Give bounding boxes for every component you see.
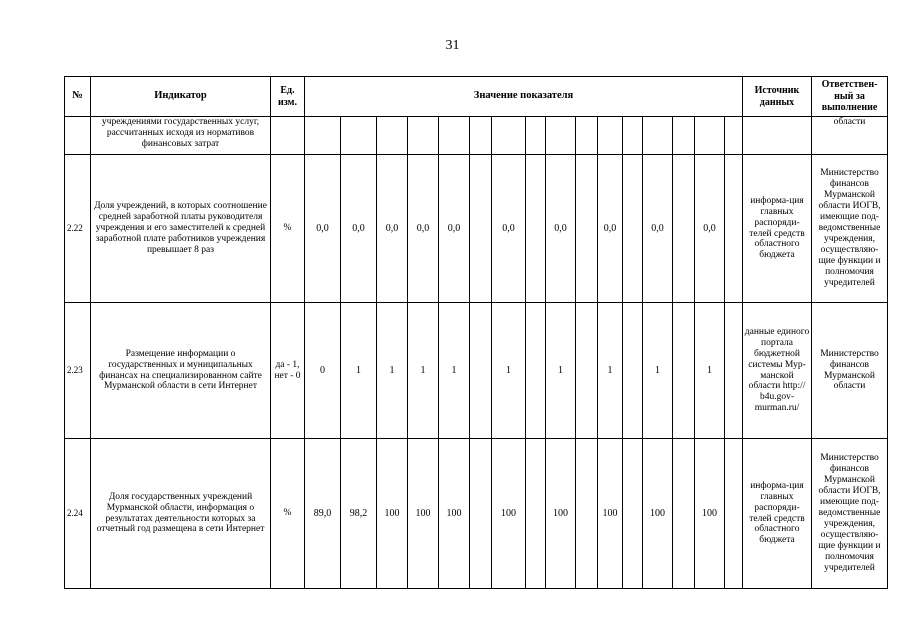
row-value: 100 — [598, 439, 623, 589]
row-source: информа-ция главных распоряди-телей средств областного бюджета — [743, 155, 812, 303]
row-value: 100 — [695, 439, 725, 589]
row-indicator: Доля государственных учреждений Мурманской области, информация о результатах деятельности которых за отчетный год размещена в сети Интернет — [91, 439, 271, 589]
table-row — [65, 303, 888, 439]
row-value: 0,0 — [492, 155, 526, 303]
table-header-row — [65, 77, 888, 117]
row-responsible: Министерство финансов Мурманской области — [812, 303, 888, 439]
row-value: 1 — [408, 303, 439, 439]
row-value: 0,0 — [439, 155, 470, 303]
row-number: 2.24 — [65, 439, 91, 589]
header-unit: Ед. изм. — [271, 77, 305, 117]
row-number: 2.23 — [65, 303, 91, 439]
row-value: 98,2 — [341, 439, 377, 589]
continuation-responsible: области — [812, 117, 888, 155]
table-row-continuation — [65, 117, 888, 155]
page-number: 31 — [445, 38, 460, 53]
row-value: 1 — [598, 303, 623, 439]
indicators-table — [64, 76, 888, 589]
row-indicator: Размещение информации о государственных и муниципальных финансах на специализированном сайте Мурманской области в сети Интернет — [91, 303, 271, 439]
row-value: 100 — [377, 439, 408, 589]
header-responsible: Ответствен-ный за выполнение — [812, 77, 888, 117]
row-unit: % — [271, 439, 305, 589]
row-value: 1 — [695, 303, 725, 439]
row-indicator: Доля учреждений, в которых соотношение средней заработной платы руководителя учреждения и его заместителей к средней заработной плате работников учреждения превышает 8 раз — [91, 155, 271, 303]
row-value: 100 — [492, 439, 526, 589]
table-row — [65, 439, 888, 589]
row-value: 100 — [546, 439, 576, 589]
row-value: 1 — [546, 303, 576, 439]
row-value: 0,0 — [643, 155, 673, 303]
row-source: данные единого портала бюджетной системы Мур-манской области http:// b4u.gov-murman.ru/ — [743, 303, 812, 439]
row-value: 0,0 — [377, 155, 408, 303]
row-value: 100 — [643, 439, 673, 589]
row-responsible: Министерство финансов Мурманской области ИОГВ, имеющие под-ведомственные учреждения, осуществляю-щие функции и полномочия учредителей — [812, 439, 888, 589]
row-unit: % — [271, 155, 305, 303]
row-value: 0,0 — [695, 155, 725, 303]
row-source: информа-ция главных распоряди-телей средств областного бюджета — [743, 439, 812, 589]
row-value: 0,0 — [305, 155, 341, 303]
header-value: Значение показателя — [305, 77, 743, 117]
row-value: 100 — [439, 439, 470, 589]
row-value: 89,0 — [305, 439, 341, 589]
header-num: № — [65, 77, 91, 117]
row-value: 1 — [643, 303, 673, 439]
row-value: 1 — [341, 303, 377, 439]
row-unit: да - 1, нет - 0 — [271, 303, 305, 439]
row-responsible: Министерство финансов Мурманской области ИОГВ, имеющие под-ведомственные учреждения, осуществляю-щие функции и полномочия учредителей — [812, 155, 888, 303]
row-value: 0,0 — [408, 155, 439, 303]
row-value: 1 — [377, 303, 408, 439]
continuation-indicator: учреждениями государственных услуг, рассчитанных исходя из нормативов финансовых затрат — [91, 117, 271, 155]
row-value: 0 — [305, 303, 341, 439]
header-source: Источник данных — [743, 77, 812, 117]
row-value: 0,0 — [546, 155, 576, 303]
row-value: 100 — [408, 439, 439, 589]
table-row — [65, 155, 888, 303]
row-number: 2.22 — [65, 155, 91, 303]
row-value: 0,0 — [341, 155, 377, 303]
row-value: 1 — [439, 303, 470, 439]
header-indicator: Индикатор — [91, 77, 271, 117]
row-value: 0,0 — [598, 155, 623, 303]
row-value: 1 — [492, 303, 526, 439]
